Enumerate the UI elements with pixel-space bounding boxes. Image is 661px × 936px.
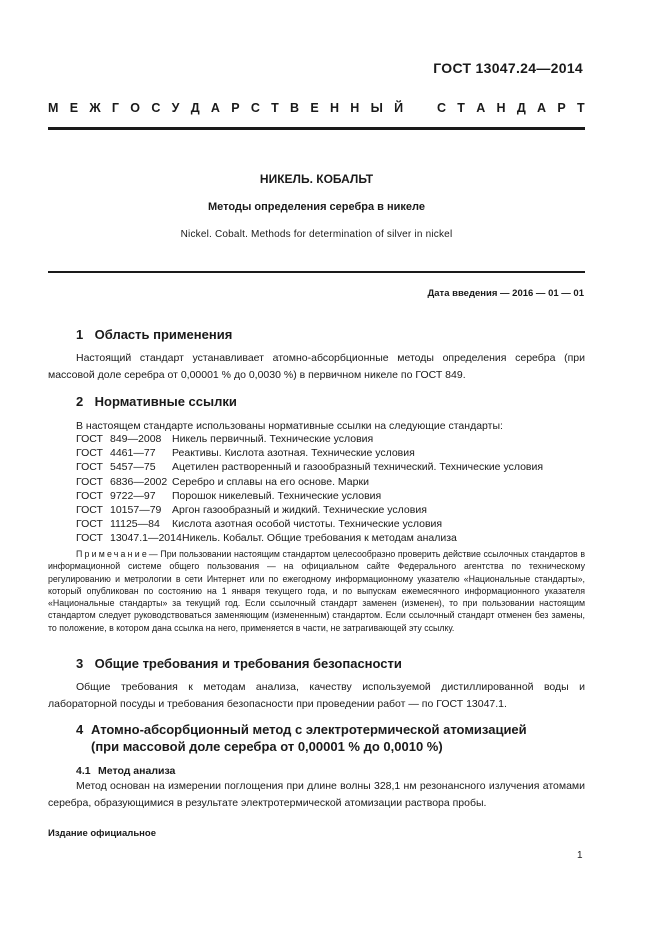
interstate-letter: Д (190, 101, 200, 115)
section-title: Нормативные ссылки (94, 394, 237, 409)
section-number: 4 (76, 722, 84, 737)
interstate-letter: Й (394, 101, 404, 115)
section-4-heading (76, 721, 586, 755)
reference-title: Реактивы. Кислота азотная. Технические условия (172, 447, 415, 460)
reference-item (76, 489, 543, 503)
interstate-letter: Р (231, 101, 240, 115)
section-title: Общие требования и требования безопасности (94, 656, 402, 671)
reference-prefix: ГОСТ (76, 518, 103, 531)
section-number: 3 (76, 656, 84, 671)
interstate-letter: А (210, 101, 220, 115)
document-code: ГОСТ 13047.24—2014 (433, 60, 583, 76)
section-title-line-2: (при массовой доле серебра от 0,00001 % до 0,0010 %) (91, 739, 443, 754)
reference-code: 11125—84 (110, 518, 160, 531)
reference-item (76, 446, 543, 460)
reference-prefix: ГОСТ (76, 489, 103, 502)
interstate-letter: А (537, 101, 547, 115)
subsection-4-1-paragraph: Метод основан на измерении поглощения при длине волны 328,1 нм резонансного излучения атомами серебра, образующимися в результате электротермической атомизации раствора пробы. (48, 780, 585, 809)
interstate-letter: С (436, 101, 446, 115)
reference-prefix: ГОСТ (76, 461, 103, 474)
interstate-letter: Ж (89, 101, 101, 115)
interstate-letter: С (151, 101, 161, 115)
reference-code: 6836—2002 (110, 475, 168, 488)
reference-prefix: ГОСТ (76, 433, 103, 445)
section-1-heading (76, 327, 232, 342)
reference-code: 10157—79 (110, 504, 162, 517)
reference-code: 4461—77 (110, 447, 156, 460)
reference-title: Аргон газообразный и жидкий. Технические условия (172, 504, 427, 517)
interstate-letter: Д (516, 101, 526, 115)
interstate-letter: Т (576, 101, 585, 115)
section-number: 1 (76, 327, 84, 342)
reference-item (76, 503, 543, 517)
reference-title: Порошок никелевый. Технические условия (172, 489, 382, 502)
standard-title-english: Nickel. Cobalt. Methods for determination of silver in nickel (180, 229, 453, 240)
interstate-letter: Г (111, 101, 120, 115)
reference-title: Серебро и сплавы на его основе. Марки (172, 475, 369, 488)
reference-title: Никель первичный. Технические условия (172, 433, 374, 445)
section-2-heading (76, 394, 237, 409)
reference-code: 9722—97 (110, 489, 156, 502)
reference-item (76, 432, 543, 446)
interstate-letter: Н (350, 101, 360, 115)
introduction-date: Дата введения — 2016 — 01 — 01 (427, 288, 584, 299)
references-intro: В настоящем стандарте использованы нормативные ссылки на следующие стандарты: (76, 420, 503, 432)
reference-title: Никель. Кобальт. Общие требования к методам анализа (182, 532, 457, 545)
header-rule (48, 127, 585, 130)
note-text: — При пользовании настоящим стандартом целесообразно проверить действие ссылочных стандартов в информационной системе общего пользования — на официальном сайте Федерального агентства по техническому регулированию и метрологии в сети Интернет или по ежегодному информационному указателю «Национальные стандарты», который опубликован по состоянию на 1 января текущего года, и по выпускам ежемесячного информационного указателя «Национальные стандарты» за текущий год. Если ссылочный стандарт заменен (изменен), то при пользовании настоящим стандартом следует руководствоваться заменяющим (измененным) стандартом. Если ссылочный стандарт отменен без замены, то положение, в котором дана ссылка на него, применяется в части, не затрагивающей эту ссылку. (48, 549, 585, 633)
title-rule (48, 271, 585, 273)
interstate-letter: Е (69, 101, 79, 115)
interstate-letter: У (171, 101, 180, 115)
reference-prefix: ГОСТ (76, 475, 103, 488)
standard-title: НИКЕЛЬ. КОБАЛЬТ (259, 172, 374, 186)
reference-item (76, 517, 543, 531)
reference-title: Ацетилен растворенный и газообразный технический. Технические условия (172, 461, 544, 474)
section-3-heading (76, 656, 402, 671)
interstate-standard-heading (48, 101, 585, 115)
reference-code: 849—2008 (110, 433, 162, 445)
interstate-letter: М (48, 101, 59, 115)
reference-item (76, 475, 543, 489)
interstate-letter: Т (457, 101, 465, 115)
interstate-letter: Р (557, 101, 566, 115)
interstate-letter: В (290, 101, 300, 115)
interstate-letter: Ы (370, 101, 383, 115)
reference-title: Кислота азотная особой чистоты. Технические условия (172, 518, 443, 531)
reference-item (76, 460, 543, 474)
note-label: Примечание (76, 549, 149, 559)
section-title-line-1: Атомно-абсорбционный метод с электротермической атомизацией (91, 722, 527, 737)
reference-prefix: ГОСТ (76, 447, 103, 460)
standard-subtitle: Методы определения серебра в никеле (208, 201, 425, 213)
subsection-title: Метод анализа (98, 765, 176, 777)
references-list (76, 432, 543, 546)
interstate-letter: Н (496, 101, 506, 115)
reference-item (76, 531, 543, 545)
page-number: 1 (577, 850, 583, 861)
interstate-letter: Н (329, 101, 340, 115)
interstate-letter: О (130, 101, 141, 115)
reference-code: 13047.1—2014 (110, 532, 182, 545)
subsection-4-1-heading (76, 765, 175, 777)
interstate-letter: Т (271, 101, 279, 115)
section-3-paragraph: Общие требования к методам анализа, качеству используемой дистиллированной воды и лабораторной посуды и требования безопасности при проведении работ — по ГОСТ 13047.1. (48, 681, 585, 710)
section-1-paragraph: Настоящий стандарт устанавливает атомно-абсорбционные методы определения серебра (при массовой доле серебра от 0,00001 % до 0,0030 %) в первичном никеле по ГОСТ 849. (48, 352, 585, 381)
section-number: 2 (76, 394, 84, 409)
official-edition-label: Издание официальное (48, 828, 156, 839)
interstate-letter: Е (310, 101, 319, 115)
section-title: Область применения (94, 327, 233, 342)
interstate-letter: С (250, 101, 260, 115)
interstate-letter: А (476, 101, 486, 115)
references-note (48, 548, 585, 634)
reference-prefix: ГОСТ (76, 504, 103, 517)
reference-prefix: ГОСТ (76, 532, 103, 545)
subsection-number: 4.1 (76, 765, 91, 777)
reference-code: 5457—75 (110, 461, 156, 474)
